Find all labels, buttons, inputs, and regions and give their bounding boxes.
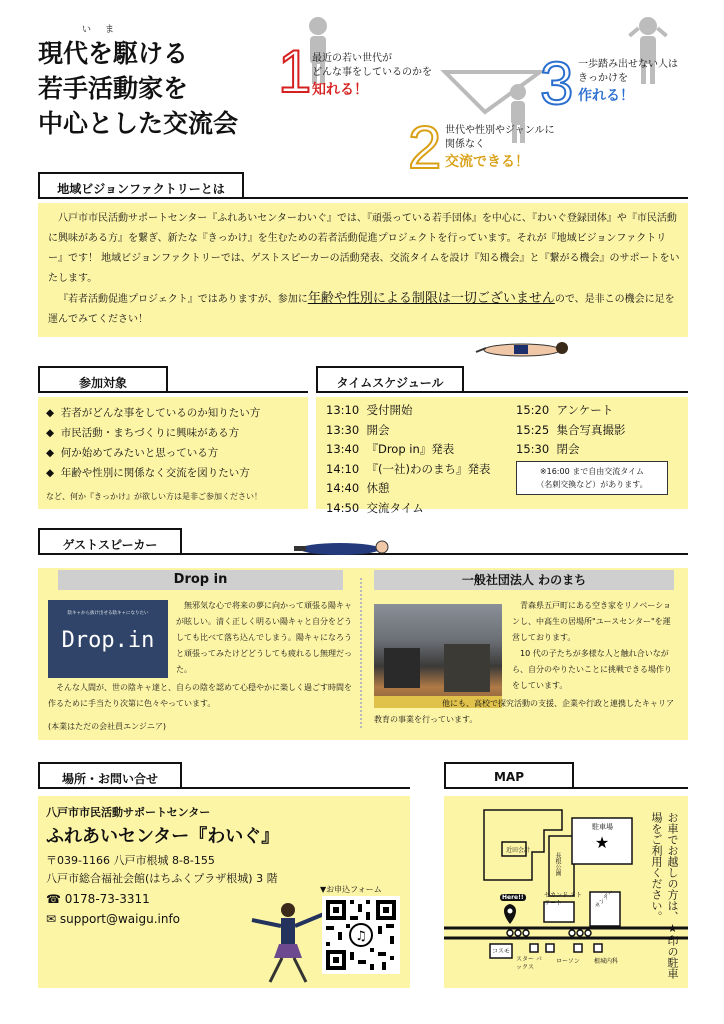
point-1-emph: 知れる！: [312, 82, 368, 98]
schedule-box: [316, 397, 688, 515]
schedule-note: [516, 461, 668, 495]
tab-target: [38, 366, 168, 392]
drop-in-heading: [58, 570, 343, 590]
point-2-text: [445, 124, 555, 172]
map-label-kinden: 近田会計: [506, 847, 531, 854]
drop-in-paragraph-2: そんな人間が、世の陰キャ達と、自らの陰を認めて心穏やかに楽しく過ごす時間を作るために手当たり次第に色々やっています。: [48, 683, 352, 708]
schedule-note-2: （名刺交換など）があります。: [536, 480, 648, 489]
qr-code[interactable]: [322, 896, 400, 974]
guest-box: [38, 568, 688, 740]
lying-person-illustration: [290, 536, 390, 558]
point-2-emph: 交流できる！: [445, 154, 529, 170]
about-rule: [38, 197, 688, 199]
drop-in-paragraph-1: 無邪気な心で将来の夢に向かって頑張る陽キャが眩しい。清く正しく明るい陽キャと自分をどうしても比べて落ち込んでしまう。陽キャになろうと頑張ってみたけどどうしても疲れるし無理だった。: [176, 601, 352, 674]
schedule-note-1: ※16:00 まで自由交流タイム: [539, 467, 645, 476]
point-3-emph: 作れる！: [578, 88, 634, 104]
target-item-text: 市民活動・まちづくりに興味がある方: [60, 427, 240, 439]
contact-tel: [46, 892, 150, 906]
point-2-number: 2: [408, 114, 442, 181]
swimmer-illustration: [470, 336, 570, 366]
point-2-line1: 世代や性別やジャンルに: [445, 125, 555, 136]
about-p2-post: ので、是非この機会に足を運んでみてください！: [48, 294, 675, 325]
schedule-row: [326, 421, 490, 441]
title-line-2: 若手活動家を: [38, 74, 189, 103]
wanomachi-heading: [374, 570, 674, 590]
schedule-event: 交流タイム: [366, 500, 424, 515]
drop-in-text-2: [48, 680, 352, 712]
about-paragraph-2: [48, 289, 680, 330]
schedule-time: 13:40: [326, 442, 360, 456]
contact-org: 八戸市市民活動サポートセンター: [46, 806, 211, 819]
target-box: [38, 397, 308, 509]
tab-map: [444, 762, 574, 788]
about-box: [38, 203, 688, 337]
contact-zip: 〒039-1166 八戸市根城 8-8-155: [46, 854, 215, 867]
schedule-rule: [316, 391, 688, 393]
schedule-row: [326, 401, 490, 421]
wanomachi-heading-text: 一般社団法人 わのまち: [461, 573, 587, 587]
map-note: お車でお越しの方は、★印の駐車場をご利用ください。: [650, 812, 679, 979]
contact-tel-text: 0178-73-3311: [64, 892, 150, 906]
dancer-illustration: [248, 896, 328, 986]
point-1-number: 1: [278, 38, 312, 105]
guest-divider: [360, 578, 362, 728]
phone-icon: ☎: [46, 892, 61, 906]
schedule-time: 14:10: [326, 461, 360, 476]
guest-tab-label: ゲストスピーカー: [62, 538, 158, 552]
contact-email-text[interactable]: support@waigu.info: [59, 912, 181, 926]
target-item: ◆ 何か始めてみたいと思っている方: [46, 447, 219, 459]
map-label-star: スター バックス: [516, 956, 542, 971]
tab-guest: [38, 528, 182, 554]
qr-code-icon: [322, 896, 400, 974]
contact-rule: [38, 787, 410, 789]
target-item-text: 年齢や性別に関係なく交流を図りたい方: [60, 467, 250, 479]
wanomachi-text-3: 他にも、高校で探究活動の支援、企業や行政と連携したキャリア教育の事業を行っています。: [374, 699, 674, 724]
schedule-time: 15:25: [516, 422, 550, 437]
schedule-event: 休憩: [366, 481, 390, 495]
schedule-row: [516, 440, 625, 460]
map-label-park: 長根公園: [554, 852, 561, 876]
schedule-row: [516, 401, 625, 421]
point-3-text: [578, 58, 678, 106]
schedule-event: アンケート: [556, 403, 614, 417]
about-paragraph-1: 八戸市市民活動サポートセンター『ふれあいセンターわいぐ』では、『頑張っている若手団体』を中心に、『わいぐ登録団体』や『市民活動に興味がある方』を繋ぎ、新たな『きっかけ』を生むための若者活動促進プロジェクトを行っています。それが『地域ビジョンファクトリー』です！ 地域ビジョンファクトリーでは、ゲストスピーカーの活動発表、交流タイムを設け『知る機会』と『繋がる機会』のサポートをいたします。: [48, 213, 680, 284]
schedule-event: 閉会: [556, 442, 580, 456]
about-tab-label: 地域ビジョンファクトリーとは: [57, 182, 225, 196]
contact-name: ふれあいセンター『わいぐ』: [46, 826, 280, 847]
wanomachi-paragraph-2: 10 代の子たちが多様な人と触れ合いながら、自分のやりたいことに挑戦できる場作りをしています。: [512, 649, 672, 690]
schedule-left: [326, 401, 490, 518]
contact-box: [38, 796, 410, 988]
schedule-tab-label: タイムスケジュール: [336, 376, 444, 390]
drop-in-logo-tagline: 陰キャから抜け出せる陰キャになりたい: [67, 611, 149, 616]
map-label-second: セカンド ストリート: [544, 892, 582, 907]
mail-icon: ✉: [46, 912, 57, 926]
target-rule: [38, 391, 308, 393]
target-tab-label: 参加対象: [78, 376, 127, 390]
title-line-1: 現代を駆ける: [38, 39, 189, 68]
schedule-row: [326, 460, 490, 480]
map-label-sunday: サンデー: [593, 888, 616, 911]
schedule-event: 集合写真撮影: [556, 422, 626, 437]
schedule-time: 15:30: [516, 442, 550, 456]
target-note: など、何か『きっかけ』が欲しい方は是非ご参加ください！: [46, 492, 262, 501]
point-3-line1: 一歩踏み出せない人は: [578, 59, 678, 70]
schedule-event: 『Drop in』発表: [366, 442, 455, 456]
map-label-parking: 駐車場: [592, 823, 613, 831]
schedule-time: 15:20: [516, 403, 550, 417]
drop-in-text-3: (本業はただの会社員エンジニア): [48, 722, 167, 731]
title-line-3: 中心とした交流会: [38, 109, 239, 138]
schedule-row: [326, 479, 490, 499]
point-1-line2: どんな事をしているのかを: [312, 67, 432, 78]
point-3-line2: きっかけを: [578, 73, 628, 84]
schedule-event: 『(一社)わのまち』発表: [366, 461, 491, 476]
target-item: ◆ 市民活動・まちづくりに興味がある方: [46, 427, 240, 439]
point-3-number: 3: [540, 50, 574, 117]
svg-text:♫: ♫: [355, 929, 367, 944]
target-item-text: 何か始めてみたいと思っている方: [60, 447, 219, 459]
point-1-line1: 最近の若い世代が: [312, 53, 392, 64]
tab-schedule: [316, 366, 464, 392]
target-item: ◆ 年齢や性別に関係なく交流を図りたい方: [46, 467, 250, 479]
drop-in-heading-text: Drop in: [173, 572, 228, 587]
schedule-event: 受付開始: [366, 403, 413, 417]
target-item: ◆ 若者がどんな事をしているのか知りたい方: [46, 407, 261, 419]
pin-icon: [504, 904, 516, 924]
contact-building: 八戸市総合福祉会館(はちふくプラザ根城) 3 階: [46, 872, 278, 885]
map-tab-label: MAP: [493, 770, 525, 784]
contact-tab-label: 場所・お問い合せ: [61, 772, 158, 786]
map-label-cosmo: コスモ: [492, 948, 511, 955]
map-rule: [444, 787, 688, 789]
drop-in-logo: [48, 600, 168, 678]
wanomachi-text: [512, 598, 678, 694]
contact-email[interactable]: [46, 912, 180, 926]
map-box: [444, 796, 688, 988]
wanomachi-paragraph-1: 青森県五戸町にある空き家をリノベーションし、中高生の居場所"ユースセンター"を運営しております。: [512, 601, 672, 642]
schedule-right: [516, 401, 625, 460]
map-label-here: Here!!: [502, 894, 524, 901]
tab-about: [38, 172, 244, 198]
point-1-text: [312, 52, 432, 100]
form-label: ▼お申込フォーム: [320, 885, 382, 894]
schedule-time: 13:10: [326, 403, 360, 417]
map-label-lawson: ローソン: [556, 958, 580, 965]
schedule-time: 13:30: [326, 422, 360, 437]
wanomachi-photo: [374, 604, 502, 708]
drop-in-logo-text: Drop.in: [61, 628, 155, 653]
drop-in-text: [176, 598, 352, 678]
schedule-row: [326, 440, 490, 460]
schedule-event: 開会: [366, 422, 390, 437]
target-item-text: 若者がどんな事をしているのか知りたい方: [60, 407, 261, 419]
point-2-line2: 関係なく: [445, 139, 485, 150]
schedule-time: 14:50: [326, 500, 360, 515]
schedule-row: [516, 421, 625, 441]
schedule-time: 14:40: [326, 481, 360, 495]
star-icon: ★: [594, 833, 610, 852]
title-ruby: いま: [82, 25, 129, 35]
tab-contact: [38, 762, 182, 788]
about-p2-pre: 『若者活動促進プロジェクト』ではありますが、参加に: [58, 294, 308, 305]
schedule-row: [326, 499, 490, 519]
about-p2-emph: 年齢や性別による制限は一切ございません: [307, 291, 555, 306]
map-label-clinic: 根城内科: [594, 958, 619, 965]
